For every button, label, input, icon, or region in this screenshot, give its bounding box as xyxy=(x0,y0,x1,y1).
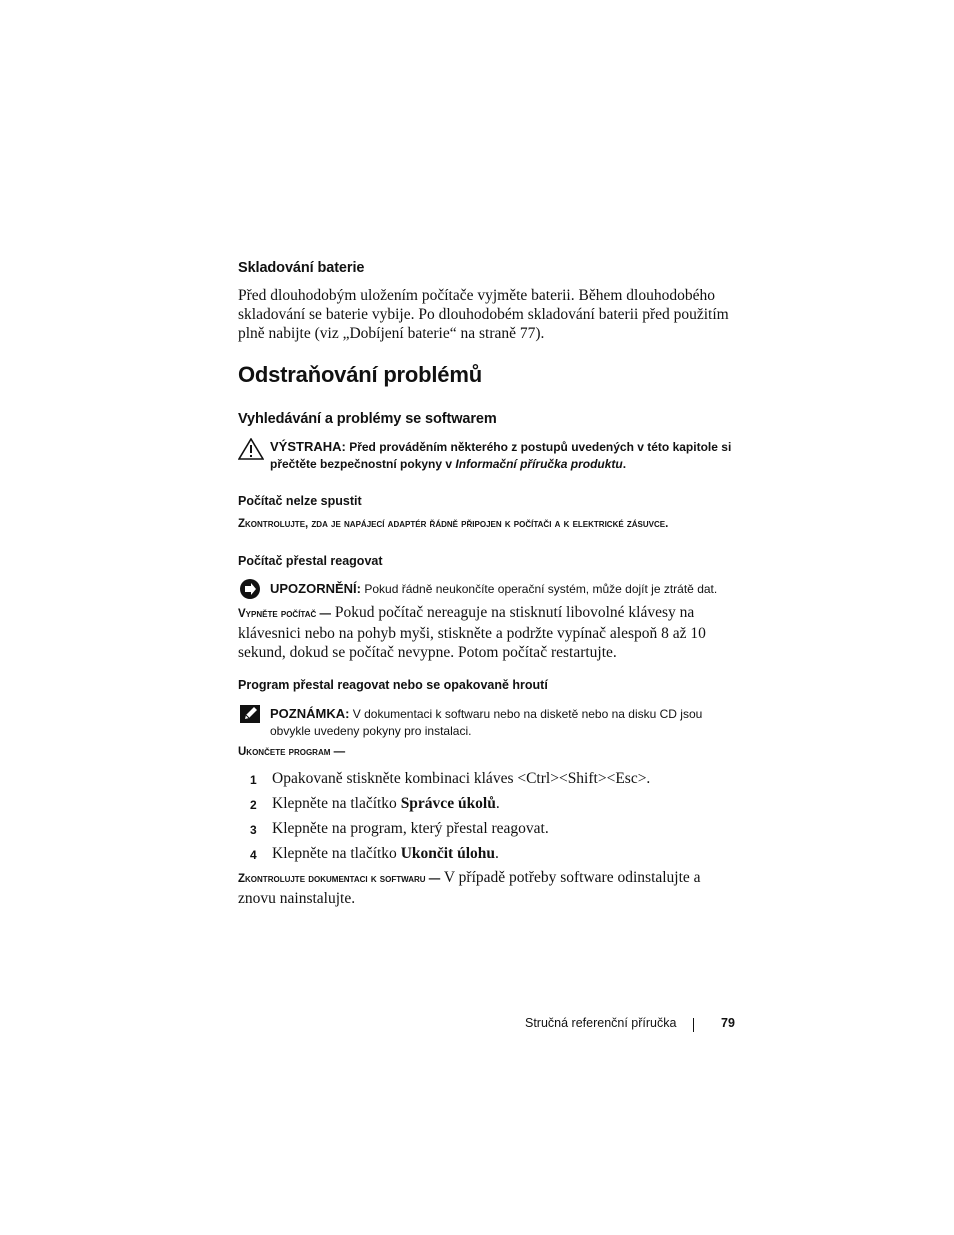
note-block xyxy=(238,703,738,740)
page-footer xyxy=(525,1016,737,1030)
no-start-action: Zkontrolujte, zda je napájecí adaptér řádně připojen k počítači a k elektrické zásuvce. xyxy=(238,518,669,530)
step-end: . xyxy=(495,845,499,862)
notice-text xyxy=(270,578,738,598)
step-item xyxy=(238,769,738,794)
end-program-label: Ukončete program — xyxy=(238,746,346,758)
note-label: POZNÁMKA: xyxy=(270,706,350,721)
notice-block xyxy=(238,578,738,598)
step-bold: Správce úkolů xyxy=(400,795,496,812)
footer-title: Stručná referenční příručka xyxy=(525,1016,677,1030)
warning-reference: Informační příručka produktu xyxy=(455,457,623,471)
footer-separator xyxy=(693,1018,694,1032)
stopped-heading: Počítač přestal reagovat xyxy=(238,554,383,568)
step-text: Opakovaně stiskněte kombinaci kláves <Ctrl><Shift><Esc>. xyxy=(272,770,651,787)
warning-label: VÝSTRAHA: xyxy=(270,439,346,454)
warning-body: Před prováděním některého z postupů uvedených v této kapitole si přečtěte bezpečnostní pokyny v xyxy=(270,440,732,471)
warning-triangle-icon xyxy=(238,438,264,460)
warning-text xyxy=(270,438,738,473)
step-number: 4 xyxy=(250,848,257,862)
no-start-heading: Počítač nelze spustit xyxy=(238,494,362,508)
check-docs-text: V případě potřeby software odinstalujte a znovu nainstalujte. xyxy=(238,869,701,907)
step-number: 3 xyxy=(250,823,257,837)
step-bold: Ukončit úlohu xyxy=(400,845,496,862)
step-text: Klepněte na tlačítko xyxy=(272,845,401,862)
notice-arrow-icon xyxy=(238,578,264,600)
step-text: Klepněte na tlačítko xyxy=(272,795,401,812)
page-number: 79 xyxy=(721,1016,735,1030)
step-item xyxy=(238,794,738,819)
step-end: . xyxy=(495,795,500,812)
note-body: V dokumentaci k softwaru nebo na disketě nebo na disku CD jsou obvykle uvedeny pokyny pro instalaci. xyxy=(270,707,703,738)
storage-paragraph: Před dlouhodobým uložením počítače vyjměte baterii. Během dlouhodobého skladování se baterie vybije. Po dlouhodobém skladování baterii před použitím plně nabijte (viz „Dobíjení baterie“ na straně 77). xyxy=(238,287,729,342)
note-pencil-icon xyxy=(238,703,264,725)
power-off-text: Pokud počítač nereaguje na stisknutí libovolné klávesy na klávesnici nebo na pohyb myši, stiskněte a podržte vypínač alespoň 8 až 10 sekund, dokud se počítač nevypne. Potom počítač restartujte. xyxy=(238,604,706,661)
step-text: Klepněte na program, který přestal reagovat. xyxy=(272,820,549,837)
storage-heading: Skladování baterie xyxy=(238,260,365,276)
power-off-paragraph xyxy=(238,603,738,662)
check-docs-paragraph xyxy=(238,868,738,908)
check-docs-label: Zkontrolujte dokumentaci k softwaru — xyxy=(238,873,441,885)
note-text xyxy=(270,703,738,740)
step-item xyxy=(238,844,738,869)
step-item xyxy=(238,819,738,844)
warning-block xyxy=(238,438,738,473)
subsection-heading: Vyhledávání a problémy se softwarem xyxy=(238,411,497,427)
program-heading: Program přestal reagovat nebo se opakovaně hroutí xyxy=(238,678,548,692)
warning-end: . xyxy=(622,457,627,471)
step-number: 1 xyxy=(250,773,257,787)
notice-label: UPOZORNĚNÍ: xyxy=(270,581,361,596)
steps-list xyxy=(238,769,738,869)
notice-body: Pokud řádně neukončíte operační systém, může dojít je ztrátě dat. xyxy=(364,582,718,596)
section-title: Odstraňování problémů xyxy=(238,362,482,387)
step-number: 2 xyxy=(250,798,257,812)
power-off-label: Vypněte počítač — xyxy=(238,608,331,620)
